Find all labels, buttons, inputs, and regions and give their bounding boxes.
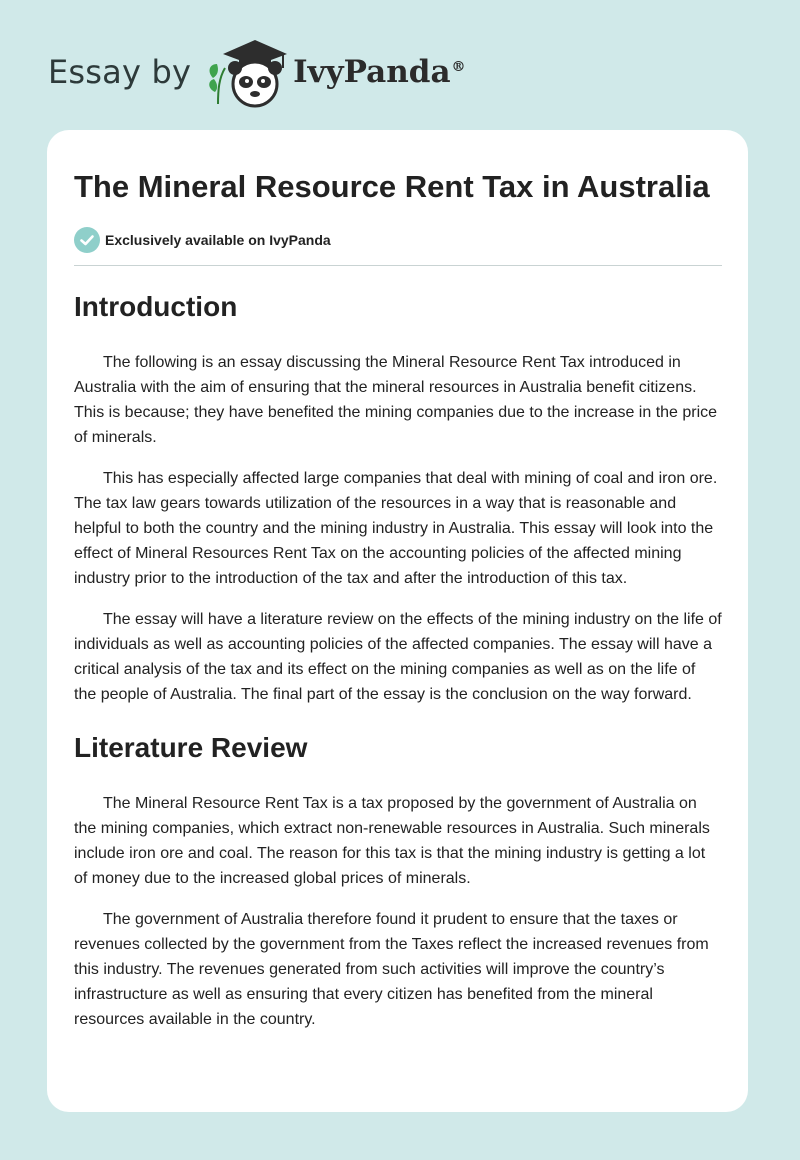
- divider: [74, 265, 722, 266]
- check-circle-icon: [74, 227, 100, 253]
- paragraph: The government of Australia therefore found it prudent to ensure that the taxes or revenues collected by the government from the Taxes reflect the increased revenues from this industry. The revenues generated from such activities will improve the country’s infrastructure as well as ensuring that every citizen has benefited from the mineral resources available in the country.: [74, 911, 709, 1028]
- paragraph: The following is an essay discussing the Mineral Resource Rent Tax introduced in Australia with the aim of ensuring that the mineral resources in Australia benefit citizens. This is because; they have benefited the mining companies due to the increase in the price of minerals.: [74, 354, 718, 446]
- section-heading-introduction: Introduction: [74, 291, 238, 322]
- brand-prefix: Essay by: [48, 53, 192, 91]
- page-title: The Mineral Resource Rent Tax in Australia: [74, 169, 710, 204]
- essay-card: [47, 130, 748, 1112]
- brand-header[interactable]: [48, 34, 466, 110]
- brand-name: IvyPanda®: [293, 54, 466, 90]
- paragraph: This has especially affected large companies that deal with mining of coal and iron ore. The tax law gears towards utilization of the resources in a way that is reasonable and helpful to both the country and the mining industry in Australia. This essay will look into the effect of Mineral Resources Rent Tax on the accounting policies of the affected mining industry prior to the introduction of the tax and after the introduction of this tax.: [74, 470, 718, 587]
- registered-mark: ®: [451, 58, 466, 75]
- badge-label: Exclusively available on IvyPanda: [105, 232, 331, 248]
- paragraph: The Mineral Resource Rent Tax is a tax proposed by the government of Australia on the mining companies, which extract non-renewable resources in Australia. Such minerals include iron ore and coal. The reason for this tax is that the mining industry is getting a lot of money due to the increased global prices of minerals.: [74, 795, 710, 887]
- section-heading-literature-review: Literature Review: [74, 732, 308, 763]
- paragraph: The essay will have a literature review on the effects of the mining industry on the life of individuals as well as accounting policies of the affected companies. The essay will have a critical analysis of the tax and its effect on the mining companies as well as on the life of the people of Australia. The final part of the essay is the conclusion on the way forward.: [74, 611, 722, 703]
- exclusive-badge: [74, 227, 722, 253]
- panda-graduate-logo-icon: [205, 34, 287, 110]
